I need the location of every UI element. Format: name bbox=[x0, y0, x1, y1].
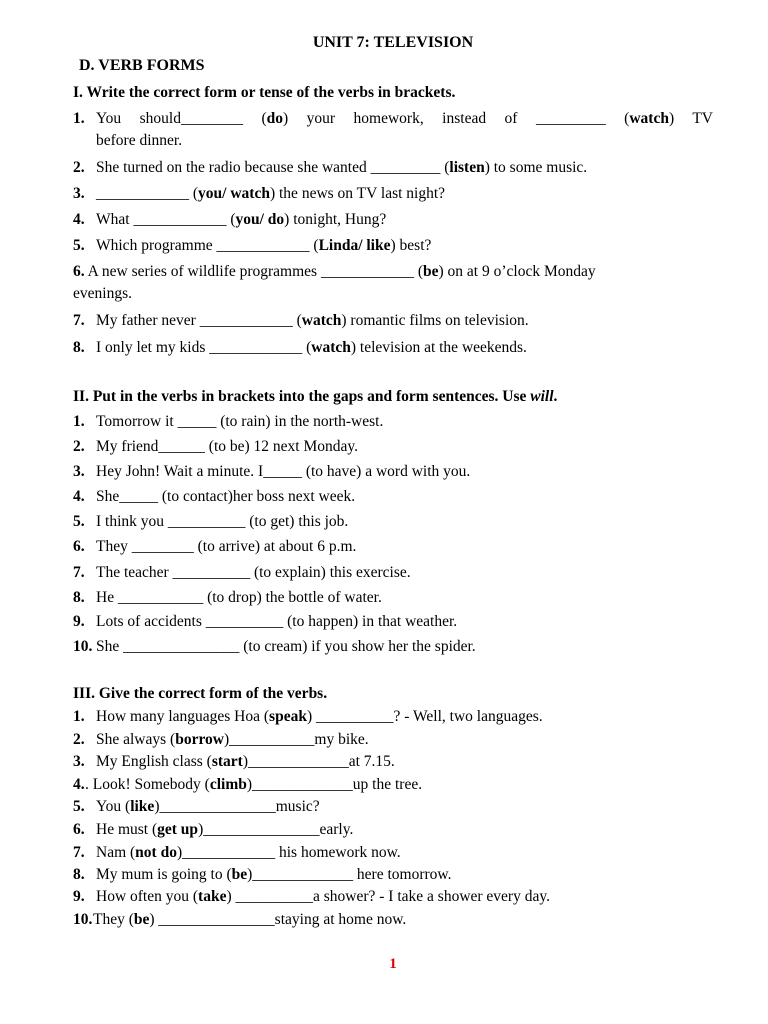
exercise-item: 1. You should________ (do) your homework, instead of _________ (watch) TV before dinner. bbox=[73, 110, 713, 149]
section-2-heading: II. Put in the verbs in brackets into the gaps and form sentences. Use will. bbox=[73, 388, 558, 405]
exercise-item: 6. A new series of wildlife programmes ____________ (be) on at 9 o’clock Monday evenings. bbox=[73, 263, 596, 302]
section-d-heading: D. VERB FORMS bbox=[79, 57, 205, 74]
section-1-heading: I. Write the correct form or tense of the verbs in brackets. bbox=[73, 84, 456, 101]
page-title: UNIT 7: TELEVISION bbox=[312, 34, 474, 51]
page-number: 1 bbox=[389, 956, 397, 972]
worksheet-page: UNIT 7: TELEVISION D. VERB FORMS I. Write the correct form or tense of the verbs in brackets. 1. You should________ (do) your homework, instead of _________ (watch) TV before dinner. 2. She turned on the radio because she wanted _________ (listen) to some music. 3. ____________ (you/ watch) the news on TV last night? 4. What ____________ (you/ do) tonight, Hung? 5. Which programme ____________ (Linda/ like) best? 6. A new series of wildlife programmes ____________ (be) on at 9 o’clock Monday evenings. 7. My father never ____________ (watch) romantic films on television. 8. I only let my kids ____________ (watch) television at the weekends. II. Put in the verbs in brackets into the gaps and form sentences. Use will. 1. Tomorrow it _____ (to rain) in the north-west. 2. My friend______ (to be) 12 next Monday. 3. Hey John! Wait a minute. I_____ (to have) a word with you. 4. She_____ (to contact)her boss next week. 5. I think you __________ (to get) this job. 6. They ________ (to arrive) at about 6 p.m. 7. The teacher __________ (to explain) this exercise. 8. He ___________ (to drop) the bottle of water. 9. Lots of accidents __________ (to happen) in that weather. 10. She _______________ (to cream) if you show her the spider. III. Give the correct form of the verbs. 1. How many languages Hoa (speak) __________? - Well, two languages. 2. She always (borrow)___________my bike. 3. My English class (start)_____________at 7.15. 4. . Look! Somebody (climb)_____________up the tree. 5. You (like)_______________music? 6. He must (get up)_______________early. 7. Nam (not do)____________ his homework now. 8. My mum is going to (be)_____________ here tomorrow. 9. How often you (take) __________a shower? - I take a shower every day. 10. They (be) _______________staying at home now. 1 bbox=[0, 0, 768, 1024]
section-3-heading: III. Give the correct form of the verbs. bbox=[73, 685, 328, 702]
